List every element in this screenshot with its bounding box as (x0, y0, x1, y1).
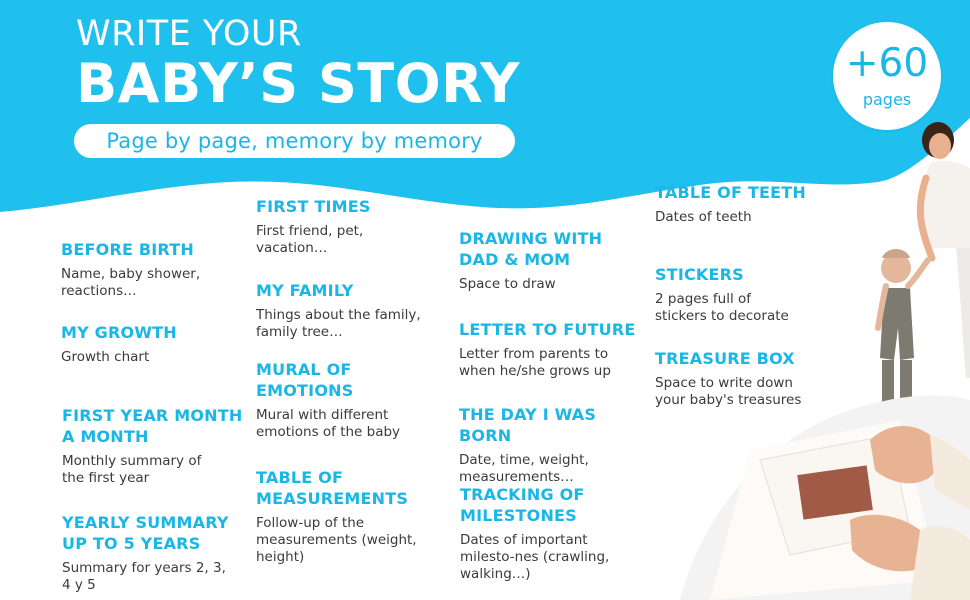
section-desc: Summary for years 2, 3, 4 y 5 (62, 560, 226, 593)
section-title: MY FAMILY (256, 281, 354, 300)
title-line-2: BABY’S STORY (76, 52, 520, 115)
section-desc: Monthly summary of the first year (62, 453, 202, 486)
section-table-of-measurements (256, 467, 441, 566)
section-first-times (256, 196, 436, 257)
section-title: MURAL OF EMOTIONS (256, 360, 354, 400)
section-title: TREASURE BOX (655, 349, 795, 368)
pages-label: pages (862, 90, 912, 109)
section-title: LETTER TO FUTURE (459, 320, 636, 339)
section-desc: Growth chart (61, 349, 150, 365)
section-table-of-teeth (655, 182, 835, 226)
section-desc: First friend, pet, vacation… (256, 223, 364, 256)
section-drawing (459, 228, 639, 293)
section-yearly-summary (62, 512, 242, 594)
section-desc: Space to draw (459, 276, 556, 292)
section-desc: 2 pages full of stickers to decorate (655, 291, 789, 324)
section-before-birth (61, 239, 241, 300)
section-my-growth (61, 322, 241, 366)
section-title: FIRST YEAR MONTH A MONTH (62, 406, 243, 446)
section-desc: Date, time, weight, measurements… (459, 452, 589, 485)
title-line-1: WRITE YOUR (76, 14, 302, 54)
section-desc: Things about the family, family tree… (256, 307, 421, 340)
section-desc: Space to write down your baby's treasures (655, 375, 802, 408)
section-desc: Dates of important milesto-nes (crawling, walking…) (460, 532, 610, 582)
family-photo (860, 118, 970, 418)
section-mural-of-emotions (256, 359, 436, 441)
section-title: TABLE OF MEASUREMENTS (256, 468, 409, 508)
section-title: FIRST TIMES (256, 197, 371, 216)
section-title: THE DAY I WAS BORN (459, 405, 597, 445)
section-desc: Letter from parents to when he/she grows up (459, 346, 611, 379)
section-title: YEARLY SUMMARY UP TO 5 YEARS (62, 513, 229, 553)
pages-badge (833, 22, 941, 130)
tagline-pill (74, 124, 515, 158)
section-desc: Name, baby shower, reactions… (61, 266, 201, 299)
section-title: DRAWING WITH DAD & MOM (459, 229, 603, 269)
section-desc: Follow-up of the measurements (weight, height) (256, 515, 417, 565)
section-title: TRACKING OF MILESTONES (460, 485, 585, 525)
section-title: STICKERS (655, 265, 744, 284)
section-tracking-milestones (460, 484, 645, 583)
section-desc: Mural with different emotions of the baby (256, 407, 401, 440)
section-letter-to-future (459, 319, 639, 380)
baby-book-photo (680, 380, 970, 600)
section-title: TABLE OF TEETH (655, 183, 806, 202)
section-desc: Dates of teeth (655, 209, 752, 225)
section-title: MY GROWTH (61, 323, 177, 342)
section-title: BEFORE BIRTH (61, 240, 194, 259)
section-first-year (62, 405, 247, 487)
tagline-text: Page by page, memory by memory (106, 129, 483, 153)
pages-count: +60 (845, 41, 929, 86)
section-stickers (655, 264, 835, 325)
section-day-i-was-born (459, 404, 644, 486)
section-my-family (256, 280, 441, 341)
